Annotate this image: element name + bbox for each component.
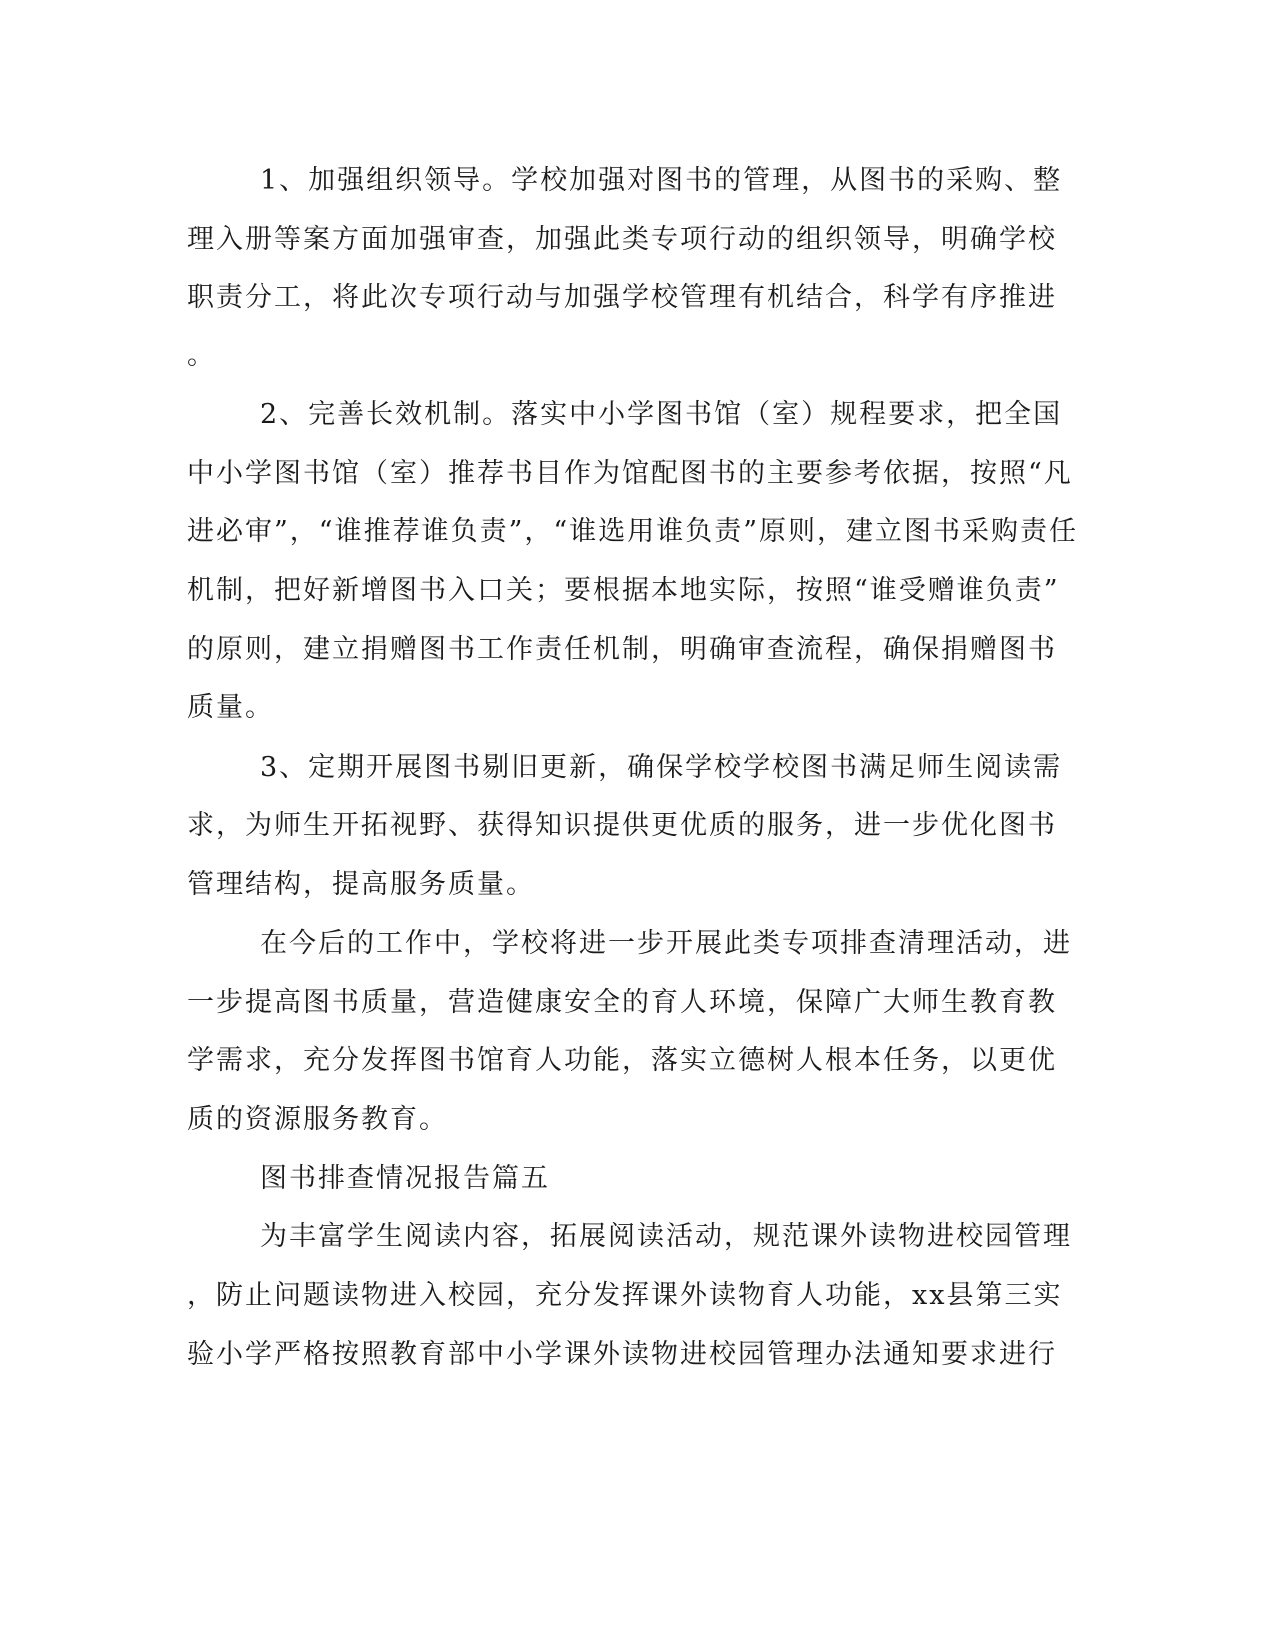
paragraph-2-line-4: 机制，把好新增图书入口关；要根据本地实际，按照“谁受赠谁负责” [187,575,1060,606]
paragraph-3-line-1: 3、定期开展图书剔旧更新，确保学校学校图书满足师生阅读需 [260,752,1063,783]
paragraph-2-line-3: 进必审”，“谁推荐谁负责”，“谁选用谁负责”原则，建立图书采购责任 [187,516,1079,547]
paragraph-1-line-4: 。 [187,340,216,371]
paragraph-2-line-2: 中小学图书馆（室）推荐书目作为馆配图书的主要参考依据，按照“凡 [187,458,1073,489]
section-heading: 图书排查情况报告篇五 [260,1163,550,1194]
paragraph-1-line-3: 职责分工，将此次专项行动与加强学校管理有机结合，科学有序推进 [187,282,1057,313]
paragraph-4-line-2: 一步提高图书质量，营造健康安全的育人环境，保障广大师生教育教 [187,987,1057,1018]
paragraph-1-line-1: 1、加强组织领导。学校加强对图书的管理，从图书的采购、整 [260,165,1063,196]
paragraph-5-line-2: ，防止问题读物进入校园，充分发挥课外读物育人功能，xx县第三实 [187,1280,1063,1311]
paragraph-4-line-3: 学需求，充分发挥图书馆育人功能，落实立德树人根本任务，以更优 [187,1045,1057,1076]
paragraph-2-line-5: 的原则，建立捐赠图书工作责任机制，明确审查流程，确保捐赠图书 [187,634,1057,665]
paragraph-4-line-4: 质的资源服务教育。 [187,1104,448,1135]
paragraph-5-line-3: 验小学严格按照教育部中小学课外读物进校园管理办法通知要求进行 [187,1339,1057,1370]
paragraph-1-line-2: 理入册等案方面加强审查，加强此类专项行动的组织领导，明确学校 [187,224,1057,255]
paragraph-3-line-3: 管理结构，提高服务质量。 [187,869,535,900]
paragraph-2-line-1: 2、完善长效机制。落实中小学图书馆（室）规程要求，把全国 [260,399,1063,430]
paragraph-4-line-1: 在今后的工作中，学校将进一步开展此类专项排查清理活动，进 [260,928,1072,959]
paragraph-5-line-1: 为丰富学生阅读内容，拓展阅读活动，规范课外读物进校园管理 [260,1221,1072,1252]
paragraph-2-line-6: 质量。 [187,692,274,723]
paragraph-3-line-2: 求，为师生开拓视野、获得知识提供更优质的服务，进一步优化图书 [187,810,1057,841]
